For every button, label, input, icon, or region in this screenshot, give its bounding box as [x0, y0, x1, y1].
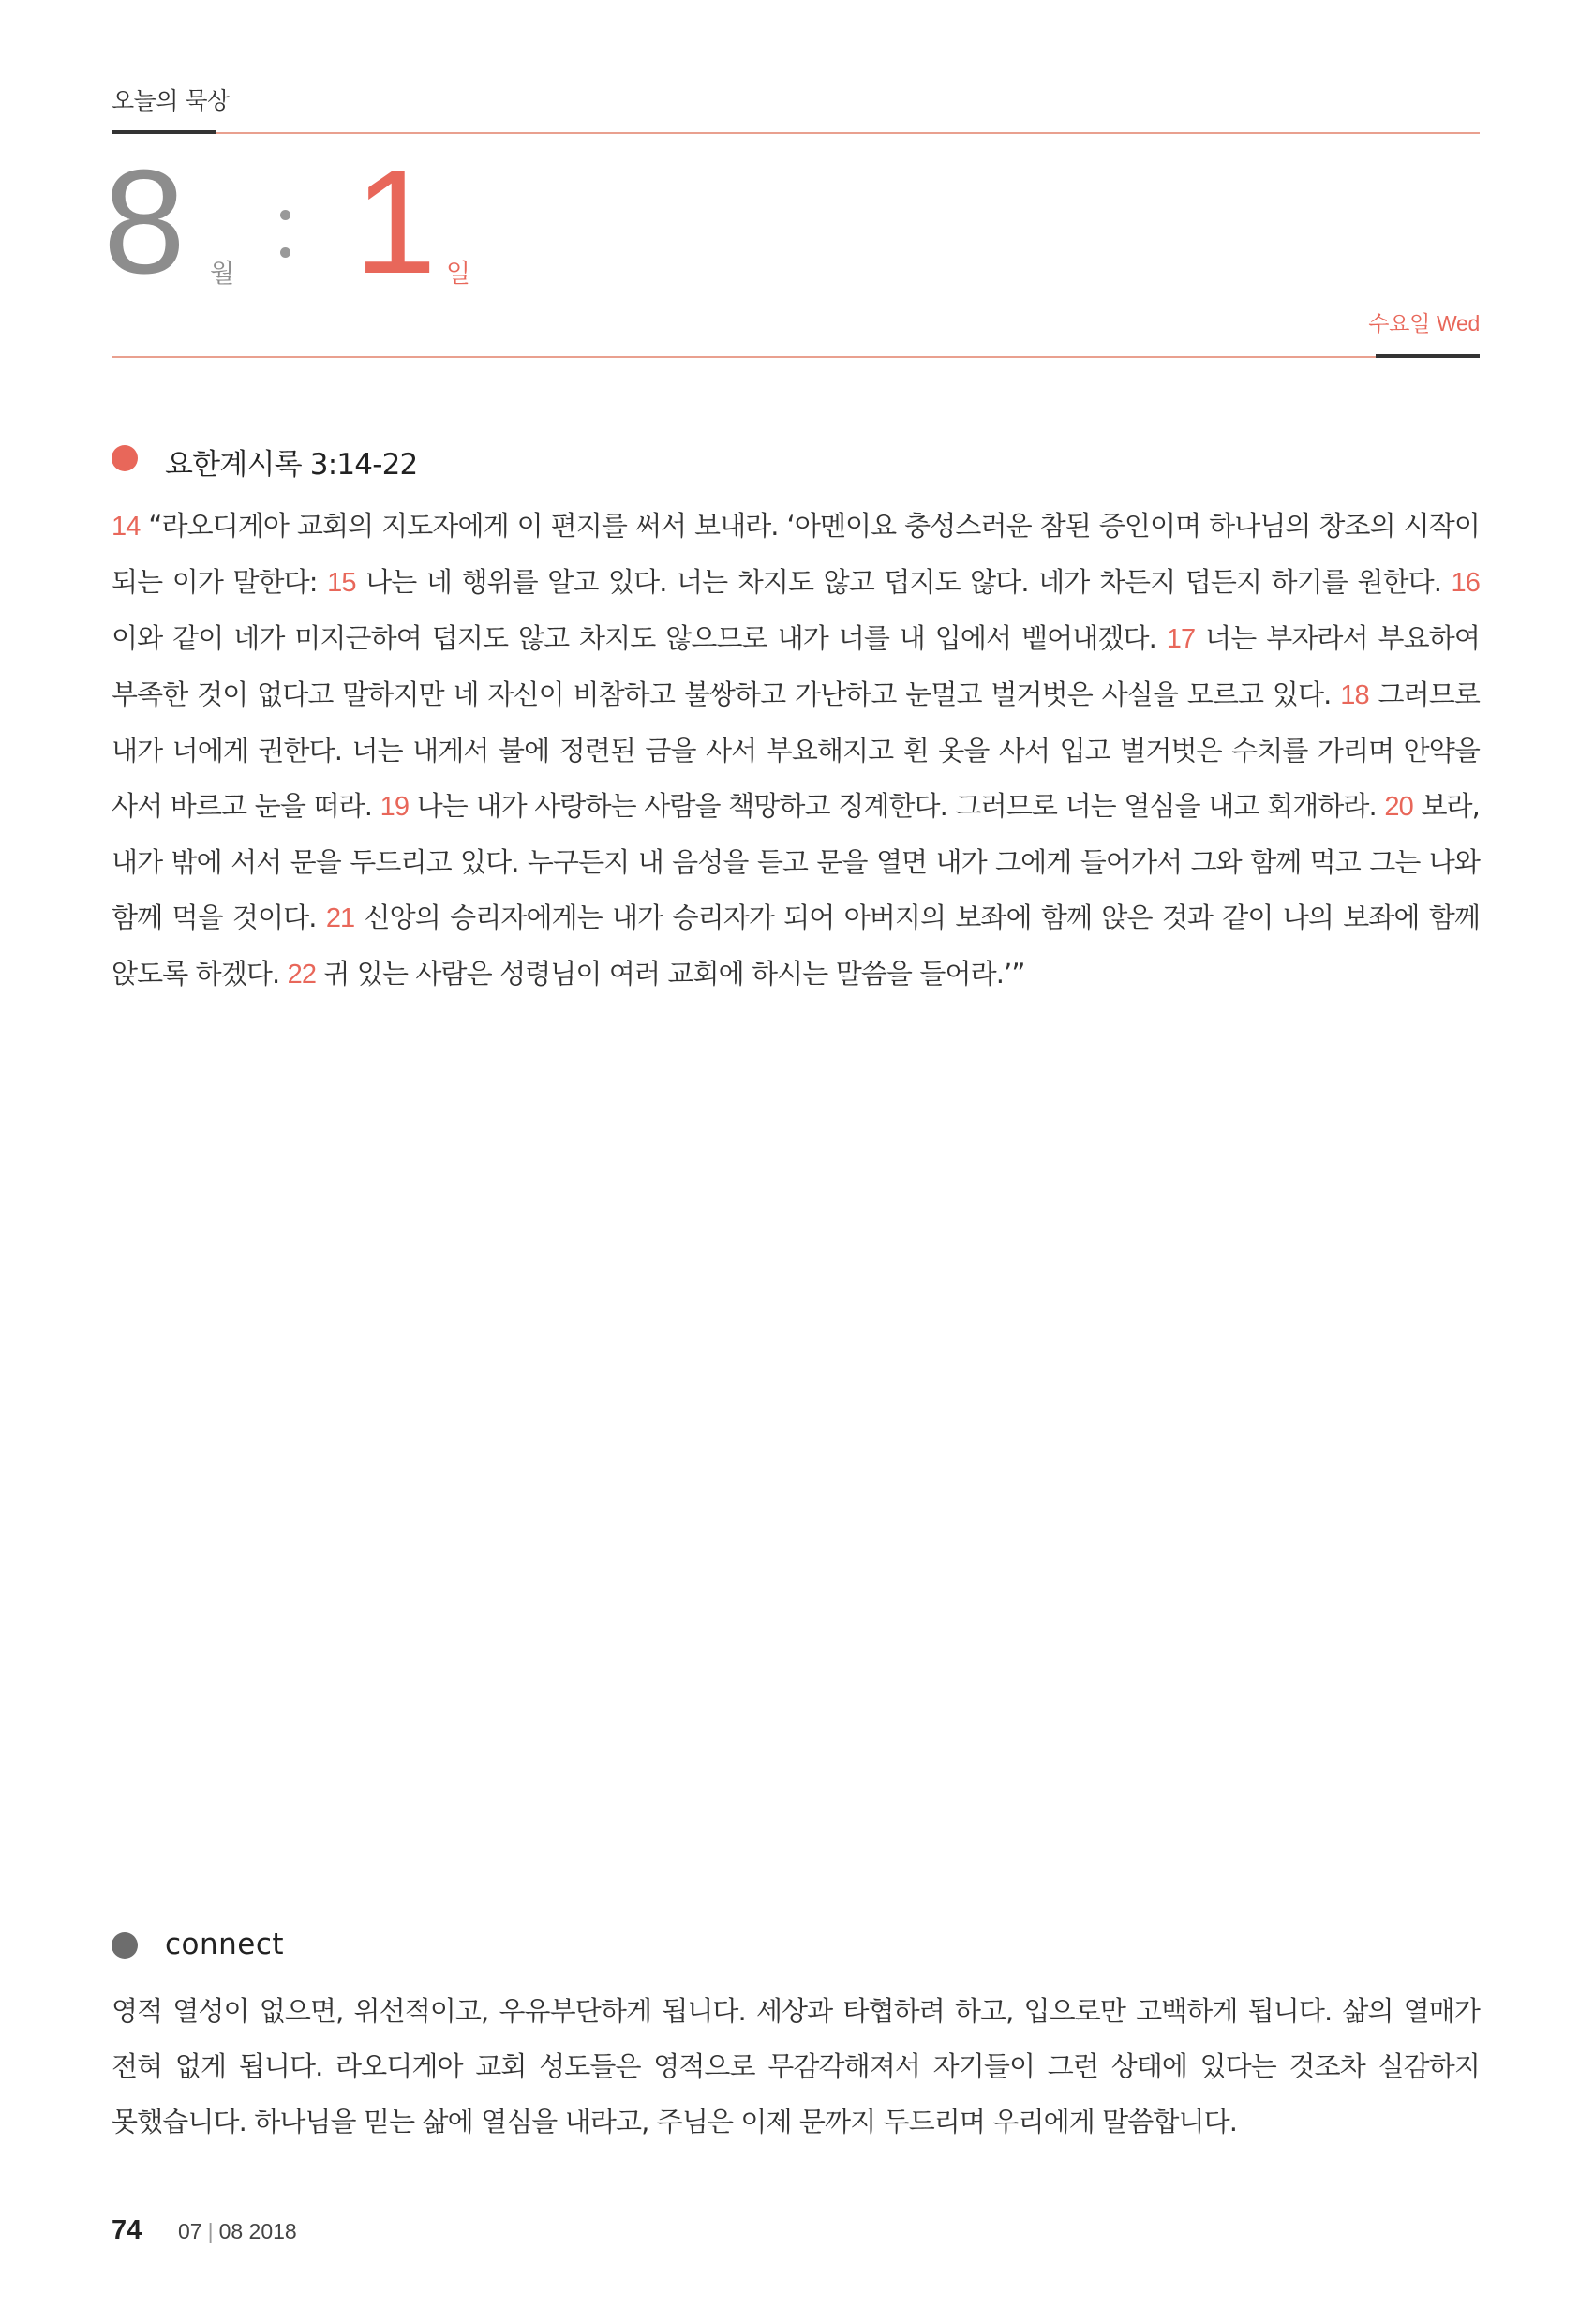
date-day-unit: 일: [446, 260, 471, 289]
date-day: 1: [354, 140, 437, 305]
verse-text: 신앙의 승리자에게는 내가 승리자가 되어 아버지의 보좌에 함께 앉은 것과 같이 나의 보좌에 함께 앉도록 하겠다.: [112, 901, 1481, 990]
verse-text: 너는 부자라서 부요하여 부족한 것이 없다고 말하지만 네 자신이 비참하고 불쌍하고 가난하고 눈멀고 벌거벗은 사실을 모르고 있다.: [112, 622, 1480, 710]
issue-year: 08 2018: [218, 2219, 297, 2243]
verse-text: 이와 같이 네가 미지근하여 덥지도 않고 차지도 않으므로 내가 너를 내 입에서 뱉어내겠다.: [112, 622, 1167, 654]
date-rule-accent: [1376, 354, 1480, 358]
verse-text: 나는 내가 사랑하는 사람을 책망하고 징계한다. 그러므로 너는 열심을 내고 회개하라.: [409, 790, 1385, 822]
verse-number: 15: [327, 568, 356, 598]
verse-text: 귀 있는 사람은 성령님이 여러 교회에 하시는 말씀을 들어라.’”: [316, 958, 1025, 990]
verse-text: 보라, 내가 밖에 서서 문을 두드리고 있다. 누구든지 내 음성을 듣고 문을 열면 내가 그에게 들어가서 그와 함께 먹고 그는 나와 함께 먹을 것이다.: [112, 790, 1480, 933]
top-rule-accent: [112, 130, 216, 134]
verse-number: 17: [1166, 624, 1196, 654]
scripture-reference: 요한계시록 3:14-22: [165, 448, 418, 482]
verse-text: “라오디게아 교회의 지도자에게 이 편지를 써서 보내라. ‘아멘이요 충성스러운 참된 증인이며 하나님의 창조의 시작이 되는 이가 말한다:: [112, 510, 1480, 598]
weekday-korean: 수요일: [1368, 312, 1430, 336]
verse-number: 18: [1340, 680, 1369, 710]
weekday: [1368, 306, 1480, 337]
verse-number: 14: [112, 512, 141, 542]
verse-number: 19: [380, 792, 410, 822]
verse-number: 16: [1451, 568, 1481, 598]
connect-body: 영적 열성이 없으면, 위선적이고, 우유부단하게 됩니다. 세상과 타협하려 하고, 입으로만 고백하게 됩니다. 삶의 열매가 전혀 없게 됩니다. 라오디게아 교회 성도들은 영적으로 무감각해져서 자기들이 그런 상태에 있다는 것조차 실감하지 못했습니다. 하나님을 믿는 삶에 열심을 내라고, 주님은 이제 문까지 두드리며 우리에게 말씀합니다.: [112, 1995, 1480, 2138]
connect-title: connect: [165, 1928, 285, 1961]
date-rule: [112, 356, 1480, 358]
issue-date: [178, 2219, 297, 2244]
section-label: 오늘의 묵상: [112, 87, 230, 114]
issue-separator: |: [207, 2219, 214, 2243]
issue-months: 07: [178, 2219, 202, 2243]
verse-text: 나는 네 행위를 알고 있다. 너는 차지도 않고 덥지도 않다. 네가 차든지 덥든지 하기를 원한다.: [355, 566, 1452, 598]
page-number: 74: [112, 2215, 142, 2245]
date-colon-bottom-dot: [280, 247, 290, 258]
date-month: 8: [103, 140, 186, 305]
weekday-english: Wed: [1437, 311, 1480, 335]
scripture-text: [112, 499, 1480, 1003]
connect-bullet-icon: [112, 1932, 138, 1959]
scripture-bullet-icon: [112, 445, 138, 471]
verse-number: 22: [287, 960, 317, 990]
verse-text: 그러므로 내가 너에게 권한다. 너는 내게서 불에 정련된 금을 사서 부요해지고 흰 옷을 사서 입고 벌거벗은 수치를 가리며 안약을 사서 바르고 눈을 떠라.: [112, 678, 1480, 822]
date-month-unit: 월: [210, 260, 235, 289]
verse-number: 21: [325, 903, 355, 933]
top-rule: [112, 132, 1480, 134]
date-colon-top-dot: [280, 210, 290, 220]
verse-number: 20: [1384, 792, 1413, 822]
